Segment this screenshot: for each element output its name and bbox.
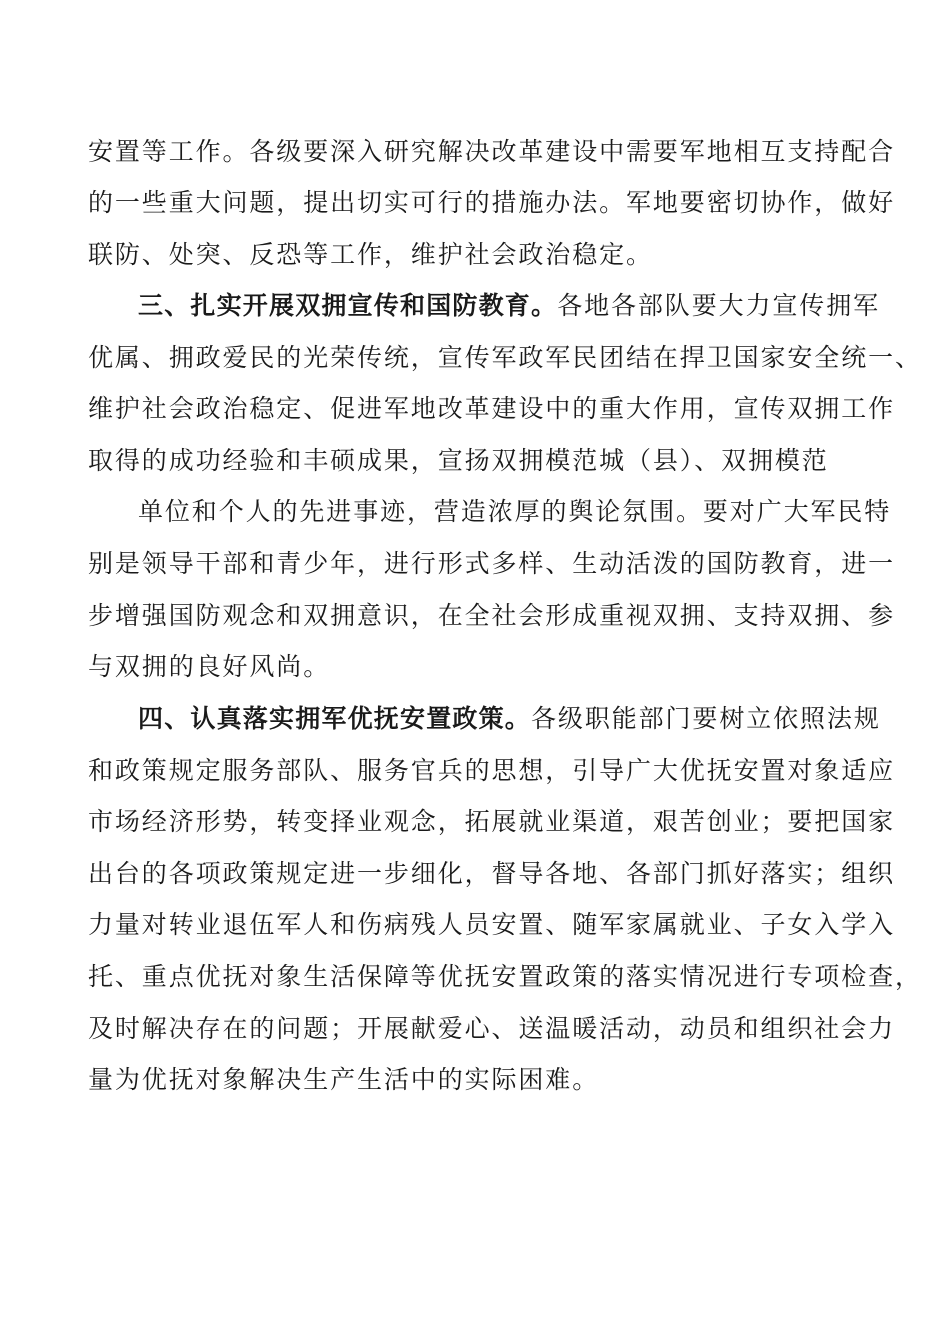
paragraph-line: 量为优抚对象解决生产生活中的实际困难。 [88,1065,600,1094]
paragraph-line: 安置等工作。各级要深入研究解决改革建设中需要军地相互支持配合 [88,137,896,166]
paragraph-text: 各地各部队要大力宣传拥军 [557,291,881,320]
paragraph-line: 托、重点优抚对象生活保障等优抚安置政策的落实情况进行专项检查， [88,962,922,991]
paragraph-line: 优属、拥政爱民的光荣传统，宣传军政军民团结在捍卫国家安全统一、 [88,343,922,372]
section-heading-line [138,702,881,736]
paragraph-line: 及时解决存在的问题；开展献爱心、送温暖活动，动员和组织社会力 [88,1014,896,1043]
section-heading: 三、扎实开展双拥宣传和国防教育。 [138,291,558,320]
paragraph-line: 市场经济形势，转变择业观念，拓展就业渠道，艰苦创业；要把国家 [88,807,896,836]
paragraph-line: 力量对转业退伍军人和伤病残人员安置、随军家属就业、子女入学入 [88,910,896,939]
paragraph-line: 维护社会政治稳定、促进军地改革建设中的重大作用，宣传双拥工作 [88,394,896,423]
paragraph-line: 联防、处突、反恐等工作，维护社会政治稳定。 [88,240,653,269]
paragraph-line: 与双拥的良好风尚。 [88,652,331,681]
paragraph-text: 各级职能部门要树立依照法规 [531,704,881,733]
paragraph-line: 单位和个人的先进事迹，营造浓厚的舆论氛围。要对广大军民特 [138,497,892,526]
section-heading-line [138,289,880,323]
paragraph-line: 和政策规定服务部队、服务官兵的思想，引导广大优抚安置对象适应 [88,756,896,785]
paragraph-line: 步增强国防观念和双拥意识，在全社会形成重视双拥、支持双拥、参 [88,601,896,630]
paragraph-line: 别是领导干部和青少年，进行形式多样、生动活泼的国防教育，进一 [88,549,896,578]
paragraph-line: 取得的成功经验和丰硕成果，宣扬双拥模范城（县）、双拥模范 [88,446,829,475]
paragraph-line: 的一些重大问题，提出切实可行的措施办法。军地要密切协作，做好 [88,188,896,217]
section-heading: 四、认真落实拥军优抚安置政策。 [138,704,532,733]
paragraph-line: 出台的各项政策规定进一步细化，督导各地、各部门抓好落实；组织 [88,859,896,888]
